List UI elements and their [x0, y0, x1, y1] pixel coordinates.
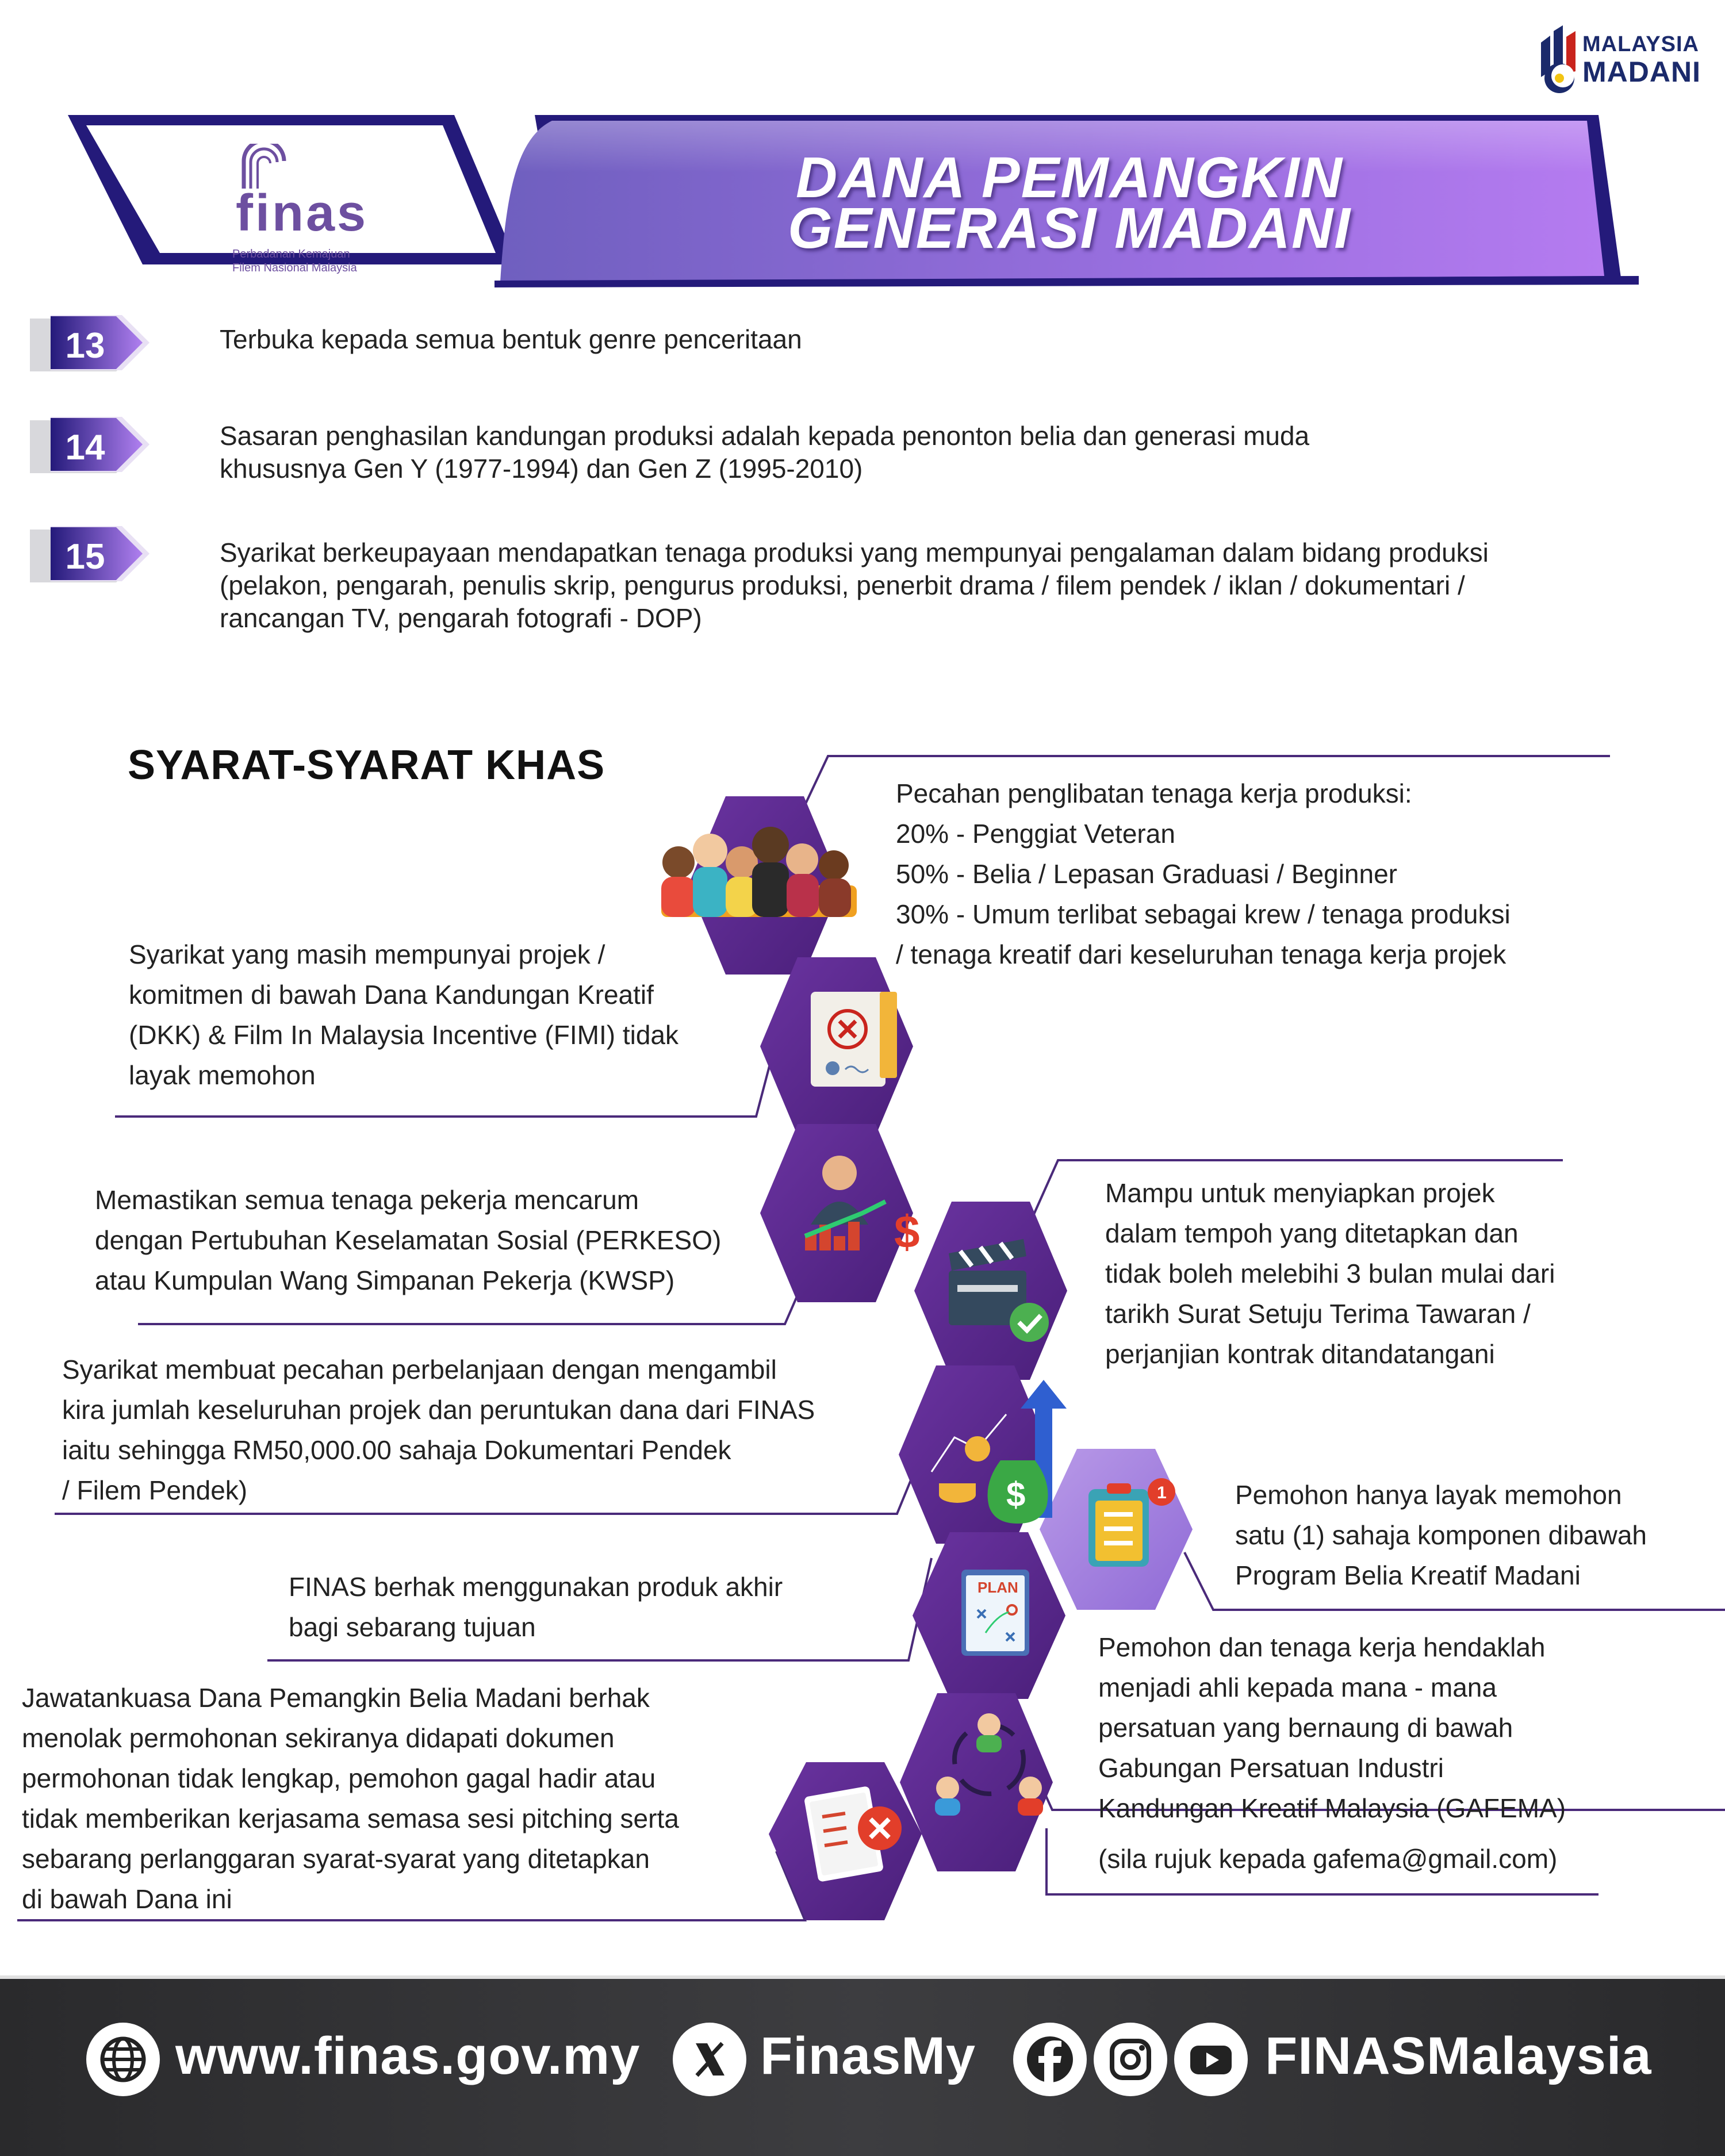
website-link[interactable]: www.finas.gov.my [175, 2027, 641, 2085]
condition-line: tidak memberikan kerjasama semasa sesi pitching serta [22, 1804, 679, 1833]
condition-perkeso [95, 1180, 721, 1300]
condition-line: Pemohon dan tenaga kerja hendaklah [1098, 1632, 1546, 1662]
youtube-icon[interactable] [1174, 2023, 1248, 2096]
svg-text:$: $ [894, 1206, 920, 1257]
condition-timeline [1105, 1173, 1555, 1374]
condition-line: dengan Pertubuhan Keselamatan Sosial (PERKESO) [95, 1225, 722, 1255]
globe-icon[interactable] [86, 2023, 160, 2096]
condition-line: perjanjian kontrak ditandatangani [1105, 1339, 1495, 1369]
page-title-line2: GENERASI MADANI [787, 196, 1352, 260]
condition-line: Syarikat membuat pecahan perbelanjaan dengan mengambil [62, 1355, 777, 1384]
condition-budget [62, 1349, 815, 1510]
condition-line: FINAS berhak menggunakan produk akhir [289, 1572, 783, 1602]
condition-line: Pecahan penglibatan tenaga kerja produksi: [896, 778, 1412, 808]
page-title-line1: DANA PEMANGKIN [795, 145, 1344, 210]
x-handle-link[interactable]: FinasMy [760, 2027, 976, 2085]
condition-usage-rights [289, 1567, 783, 1647]
madani-logo-line2: MADANI [1582, 56, 1701, 88]
item-line: khususnya Gen Y (1977-1994) dan Gen Z (1995-2010) [220, 454, 863, 484]
condition-association [1098, 1627, 1566, 1879]
instagram-icon[interactable] [1094, 2023, 1167, 2096]
finas-logo-sub-line1: Perbadanan Kemajuan [232, 248, 350, 260]
finas-logo-sub-line2: Filem Nasional Malaysia [232, 262, 357, 274]
svg-text:$: $ [1006, 1475, 1026, 1514]
condition-line: 20% - Penggiat Veteran [896, 819, 1175, 849]
condition-one-component [1235, 1475, 1647, 1595]
condition-line: Mampu untuk menyiapkan projek [1105, 1178, 1495, 1208]
people-group-icon [661, 827, 857, 917]
condition-line: 50% - Belia / Lepasan Graduasi / Beginner [896, 859, 1397, 889]
item-line: rancangan TV, pengarah fotografi - DOP) [220, 603, 702, 633]
condition-line: permohonan tidak lengkap, pemohon gagal hadir atau [22, 1763, 656, 1793]
condition-line: menjadi ahli kepada mana - mana [1098, 1672, 1497, 1702]
condition-line: Syarikat yang masih mempunyai projek / [129, 939, 605, 969]
finas-logo-name: finas [236, 185, 369, 242]
condition-line: menolak permohonan sekiranya didapati dokumen [22, 1723, 615, 1753]
item-line: Syarikat berkeupayaan mendapatkan tenaga produksi yang mempunyai pengalaman dalam bidang produksi [220, 538, 1489, 567]
item-line: (pelakon, pengarah, penulis skrip, pengurus produksi, penerbit drama / filem pendek / iklan / dokumentari / [220, 570, 1465, 600]
condition-line: layak memohon [129, 1060, 316, 1090]
social-handle-link[interactable]: FINASMalaysia [1265, 2027, 1652, 2085]
condition-line: kira jumlah keseluruhan projek dan peruntukan dana dari FINAS [62, 1395, 815, 1425]
condition-existing-project [129, 934, 678, 1095]
item-line: Terbuka kepada semua bentuk genre penceritaan [220, 324, 802, 354]
condition-line: tidak boleh melebihi 3 bulan mulai dari [1105, 1259, 1555, 1288]
condition-line: Kandungan Kreatif Malaysia (GAFEMA) [1098, 1793, 1566, 1823]
condition-line: komitmen di bawah Dana Kandungan Kreatif [129, 980, 654, 1010]
x-logo-icon[interactable] [673, 2023, 746, 2096]
facebook-icon[interactable] [1013, 2023, 1087, 2096]
item-number: 14 [65, 428, 105, 467]
condition-line: / Filem Pendek) [62, 1475, 248, 1505]
item-number: 15 [65, 537, 105, 577]
condition-line: Jawatankuasa Dana Pemangkin Belia Madani berhak [22, 1683, 650, 1713]
plan-label: PLAN [977, 1579, 1018, 1596]
condition-line: sebarang perlanggaran syarat-syarat yang ditetapkan [22, 1844, 650, 1874]
condition-line: persatuan yang bernaung di bawah [1098, 1713, 1513, 1743]
condition-line: atau Kumpulan Wang Simpanan Pekerja (KWSP) [95, 1265, 675, 1295]
condition-line: 30% - Umum terlibat sebagai krew / tenaga produksi [896, 899, 1511, 929]
plan-strategy-icon [961, 1570, 1029, 1656]
notification-badge: 1 [1157, 1483, 1167, 1502]
condition-line: iaitu sehingga RM50,000.00 sahaja Dokumentari Pendek [62, 1435, 731, 1465]
condition-line: (DKK) & Film In Malaysia Incentive (FIMI) tidak [129, 1020, 678, 1050]
condition-line: Gabungan Persatuan Industri [1098, 1753, 1444, 1783]
item-number: 13 [65, 326, 105, 366]
condition-line: tarikh Surat Setuju Terima Tawaran / [1105, 1299, 1531, 1329]
rejected-document-icon [811, 992, 897, 1087]
condition-line: / tenaga kreatif dari keseluruhan tenaga kerja projek [896, 939, 1506, 969]
condition-workforce [896, 773, 1511, 975]
madani-logo-line1: MALAYSIA [1582, 32, 1699, 56]
condition-rejection [22, 1678, 679, 1919]
condition-line: bagi sebarang tujuan [289, 1612, 536, 1642]
item-line: Sasaran penghasilan kandungan produksi adalah kepada penonton belia dan generasi muda [220, 421, 1310, 451]
condition-line: di bawah Dana ini [22, 1884, 232, 1914]
condition-line: Pemohon hanya layak memohon [1235, 1480, 1622, 1510]
condition-line: Program Belia Kreatif Madani [1235, 1560, 1581, 1590]
condition-line: satu (1) sahaja komponen dibawah [1235, 1520, 1647, 1550]
condition-line: Memastikan semua tenaga pekerja mencarum [95, 1185, 639, 1215]
section-title: SYARAT-SYARAT KHAS [128, 742, 605, 788]
condition-line: dalam tempoh yang ditetapkan dan [1105, 1218, 1519, 1248]
condition-line: (sila rujuk kepada gafema@gmail.com) [1098, 1844, 1558, 1874]
